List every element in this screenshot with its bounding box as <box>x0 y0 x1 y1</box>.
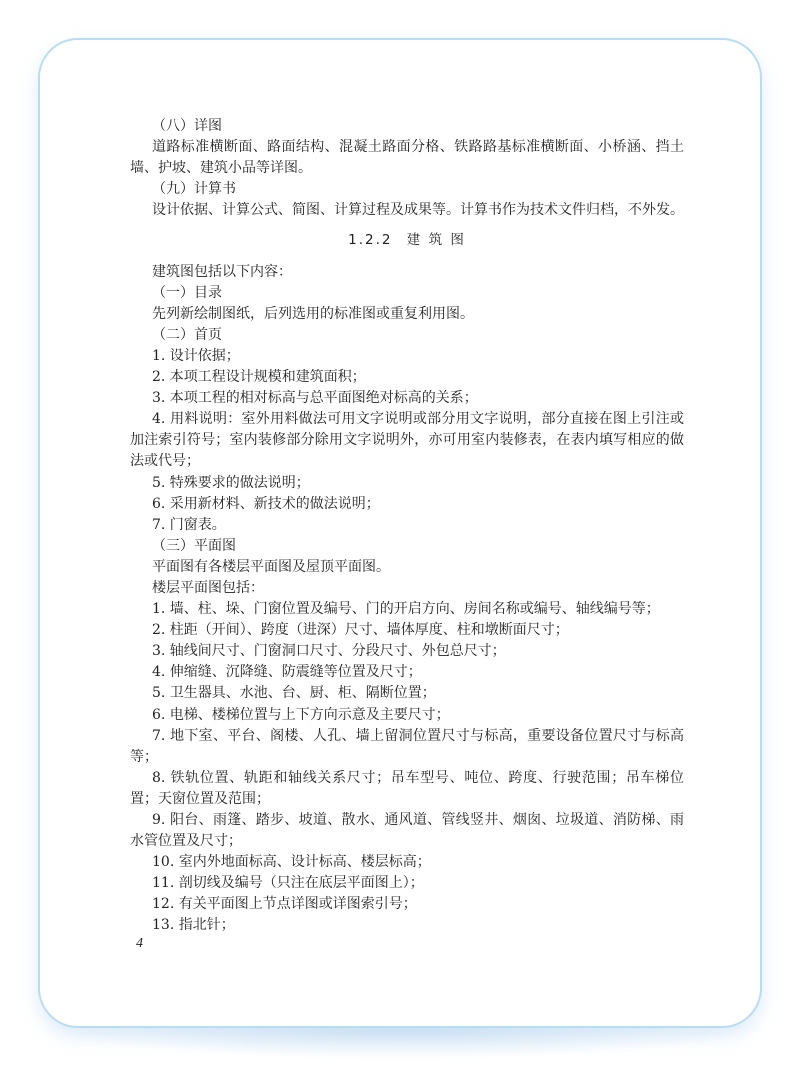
paragraph: 6. 电梯、楼梯位置与上下方向示意及主要尺寸； <box>152 706 450 723</box>
section-title: 建 筑 图 <box>406 232 466 249</box>
paragraph: 13. 指北针； <box>152 917 235 934</box>
page-number: 4 <box>136 936 143 951</box>
paragraph: （一）目录 <box>152 284 222 301</box>
paragraph: 5. 特殊要求的做法说明； <box>152 474 310 491</box>
paragraph: 4. 用料说明：室外用料做法可用文字说明或部分用文字说明，部分直接在图上引注或加注索引符号；室内装修部分除用文字说明外，亦可用室内装修表，在表内填写相应的做法或代号； <box>130 411 684 470</box>
paragraph: 楼层平面图包括： <box>152 579 264 596</box>
paragraph: 12. 有关平面图上节点详图或详图索引号； <box>152 896 417 913</box>
paragraph: 6. 采用新材料、新技术的做法说明； <box>152 495 380 512</box>
paragraph: （八）详图 <box>152 118 222 134</box>
paragraph: 1. 墙、柱、垛、门窗位置及编号、门的开启方向、房间名称或编号、轴线编号等； <box>152 601 660 618</box>
paragraph: 7. 门窗表。 <box>152 516 226 533</box>
paragraph: 3. 本项工程的相对标高与总平面图绝对标高的关系； <box>152 390 478 407</box>
paragraph: （三）平面图 <box>152 537 236 554</box>
section-number: 1.2.2 <box>348 232 393 249</box>
paragraph: 设计依据、计算公式、简图、计算过程及成果等。计算书作为技术文件归档，不外发。 <box>152 202 684 219</box>
paragraph: 平面图有各楼层平面图及屋顶平面图。 <box>152 558 390 575</box>
paragraph: 7. 地下室、平台、阁楼、人孔、墙上留洞位置尺寸与标高，重要设备位置尺寸与标高等； <box>130 727 684 765</box>
document-body <box>130 116 684 937</box>
paragraph: 建筑图包括以下内容： <box>152 263 292 280</box>
paragraph: 先列新绘制图纸，后列选用的标准图或重复利用图。 <box>152 305 474 322</box>
paragraph: 2. 柱距（开间）、跨度（进深）尺寸、墙体厚度、柱和墩断面尺寸； <box>152 622 569 639</box>
section-heading <box>130 230 684 251</box>
paragraph: 3. 轴线间尺寸、门窗洞口尺寸、分段尺寸、外包总尺寸； <box>152 643 506 660</box>
paragraph: 4. 伸缩缝、沉降缝、防震缝等位置及尺寸； <box>152 664 422 681</box>
paragraphs-before <box>130 116 684 221</box>
paragraph: 8. 铁轨位置、轨距和轴线关系尺寸；吊车型号、吨位、跨度、行驶范围；吊车梯位置；天窗位置及范围； <box>130 769 684 807</box>
paragraph: 9. 阳台、雨篷、踏步、坡道、散水、通风道、管线竖井、烟囱、垃圾道、消防梯、雨水管位置及尺寸； <box>130 812 684 850</box>
paragraph: 11. 剖切线及编号（只注在底层平面图上）； <box>152 875 424 892</box>
paragraph: 5. 卫生器具、水池、台、厨、柜、隔断位置； <box>152 685 436 702</box>
paragraph: 10. 室内外地面标高、设计标高、楼层标高； <box>152 854 431 871</box>
paragraph: 1. 设计依据； <box>152 347 240 364</box>
paragraph: 2. 本项工程设计规模和建筑面积； <box>152 369 366 386</box>
paragraphs-after <box>130 262 684 937</box>
paragraph: （二）首页 <box>152 326 222 343</box>
paragraph: 道路标准横断面、路面结构、混凝土路面分格、铁路路基标准横断面、小桥涵、挡土墙、护坡、建筑小品等详图。 <box>130 139 684 177</box>
paragraph: （九）计算书 <box>152 181 236 198</box>
